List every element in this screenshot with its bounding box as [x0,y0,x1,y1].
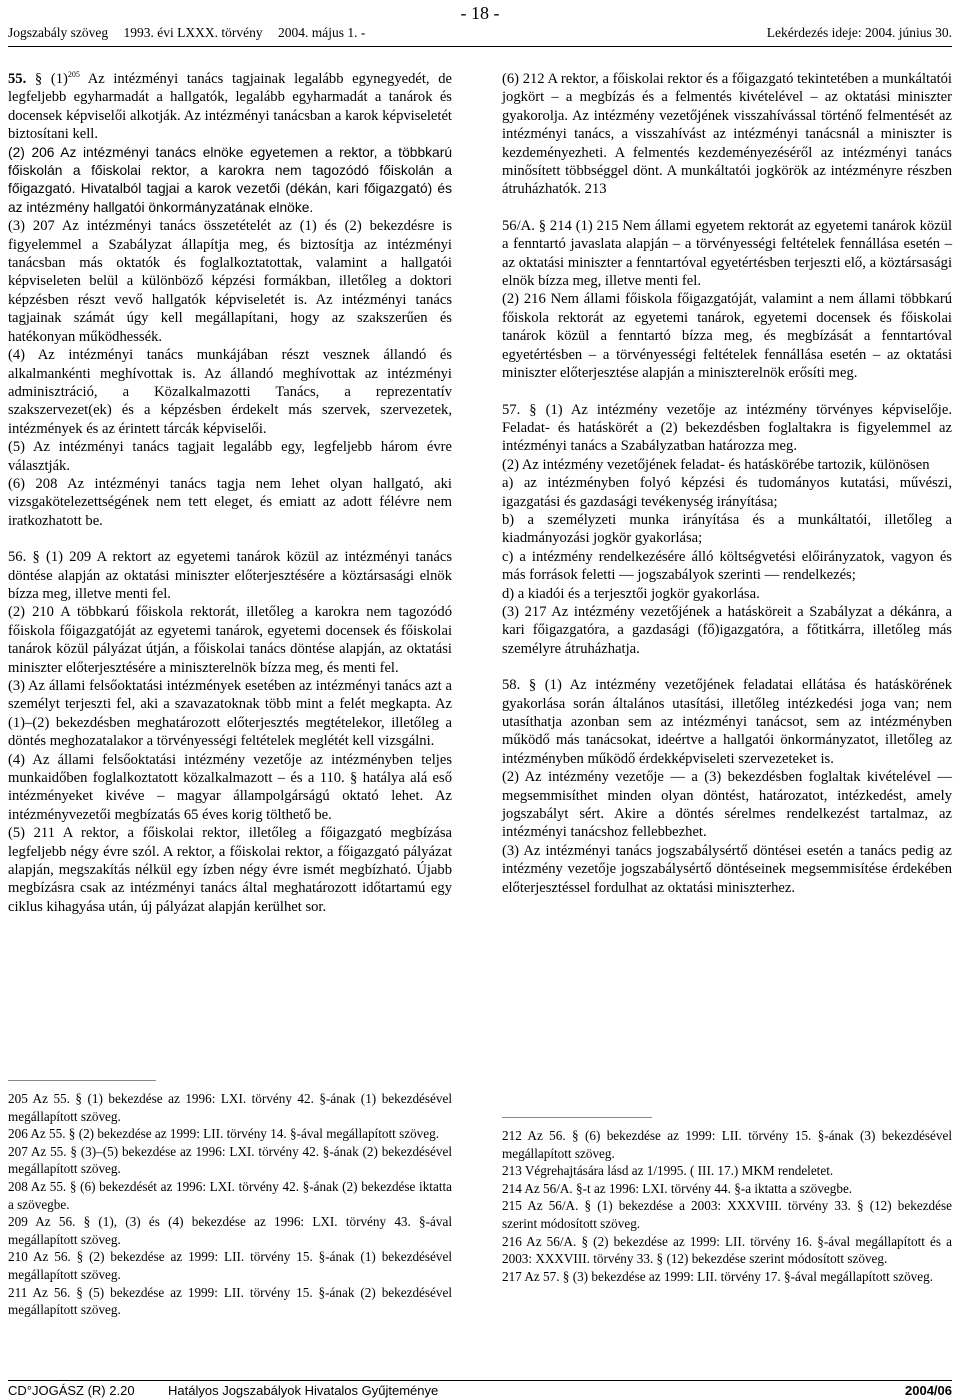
footnote-213: 213 Végrehajtására lásd az 1/1995. ( III. 17.) MKM rendeletet. [502,1163,834,1179]
footer-product: CD°JOGÁSZ (R) 2.20 [8,1383,135,1398]
header-law-name: 1993. évi LXXX. törvény [123,25,263,40]
para-55-3: (3) 207 Az intézményi tanács összetételét az (1) és (2) bekezdésre is figyelemmel a Szabályzat állapítja meg, és biztosítja az intézményi tanácsban más oktatók és foglalkoztatottak, valamint a hallgatói képviseleten belül a különböző képzési formákban, illetőleg a doktori képzésben részt vevő hallgatók képviseletét is. Az intézményi tanács tagjainak számát úgy kell megállapítani, hogy az szakszerűen és hatékonyan működhessék. [8,218,452,345]
footnote-205: 205 Az 55. § (1) bekezdése az 1996: LXI. törvény 42. §-ának (1) bekezdésével megállapított szöveg. [8,1091,452,1124]
header-effective-date: 2004. május 1. - [277,25,366,40]
page-number: - 18 - [460,3,500,23]
para-56-2: (2) 210 A többkarú főiskola rektorát, illetőleg a karokra nem tagozódó főiskola főigazgatóját az egyetemi tanárok, egyetemi docensek és főiskolai tanárok közül pályázat útján, a főiskolai tanács döntése alapján, az oktatási miniszter előterjesztésére a miniszterelnök bízza meg, és menti fel. [8,604,452,676]
para-57-2-d: d) a kiadói és a terjesztői jogkör gyakorlása. [502,585,760,602]
para-57-2-a: a) az intézményben folyó képzési és tudományos kutatási, művészi, igazgatási és gazdasági tevékenység irányítása; [502,475,952,510]
right-column [502,70,952,897]
para-57-3: (3) 217 Az intézmény vezetőjének a hatásköreit a Szabályzat a dékánra, a kari főigazgatóra, a gazdasági (fő)igazgatóra, a főtitkárra, illetőleg más személyre átruházhatja. [502,603,952,657]
footnote-214: 214 Az 56/A. §-t az 1996: LXI. törvény 44. §-a iktatta a szövegbe. [502,1180,853,1196]
header-doc-type: Jogszabály szöveg [8,25,109,40]
footnote-212: 212 Az 56. § (6) bekezdése az 1999: LII. törvény 15. §-ának (3) bekezdésével megállapított szöveg. [502,1128,952,1161]
footnote-217: 217 Az 57. § (3) bekezdése az 1999: LII. törvény 17. §-ával megállapított szöveg. [502,1268,934,1284]
footnotes-left [8,1090,452,1319]
para-56-3: (3) Az állami felsőoktatási intézmények esetében az intézményi tanács azt a személyt terjeszti fel, aki a szavazatoknak több mint a felét megkapta. Az (1)–(2) bekezdésben meghatározott előterjesztés megtételekor, illetőleg a döntés meghozatalakor a törvényességi feltételek meglétét kell vizsgálni. [8,678,452,750]
para-55-4: (4) Az intézményi tanács munkájában részt vesznek állandó és alkalmankénti meghívottak is. Az állandó meghívottak az intézményi adminisztráció, a Közalkalmazotti Tanács, a reprezentatív szakszervezet(ek) és a képzésben érdekelt más szervek, szervezetek, intézmények és az érintett tárcák képviselői. [8,347,452,437]
para-55-5: (5) Az intézményi tanács tagjait legalább egy, legfeljebb három évre választják. [8,439,452,474]
para-56a-1: 56/A. § 214 (1) 215 Nem állami egyetem rektorát az egyetemi tanárok közül a fenntartó javaslata alapján – a törvényességi feltételek fennállása esetén – az oktatási miniszter a fenntartóval egyetértésben terjeszti elő, a köztársasági elnök bízza meg, illetve menti fel. [502,217,952,290]
para-57-2: (2) Az intézmény vezetőjének feladat- és hatáskörébe tartozik, különösen [502,456,930,473]
footnote-207: 207 Az 55. § (3)–(5) bekezdése az 1996: LXI. törvény 42. §-ának (2) bekezdésével megállapított szöveg. [8,1143,452,1177]
footnote-216: 216 Az 56/A. § (2) bekezdése az 1999: LII. törvény 16. §-ával megállapított és a 2003: XXXVIII. törvény 33. § (12) bekezdése szerint módosított szöveg. [502,1233,952,1267]
para-57-1: 57. § (1) Az intézmény vezetője az intézmény törvényes képviselője. Feladat- és hatáskörét a (2) bekezdésben foglaltakra is figyelemmel az intézményi tanács a Szabályzatban határozza meg. [502,401,952,455]
para-58-1: 58. § (1) Az intézmény vezetőjének feladatai ellátása és hatáskörének gyakorlása során általános utasítási, illetőleg intézkedési joga van; nem utasíthatja azonban sem az intézményi tanácsot, sem az intézményben működő más tanácsokat, ideértve a hallgatói önkormányzatot, illetőleg az intézményben működő érdekképviseleti szervezeteket is. [502,677,952,767]
para-55-6: (6) 208 Az intézményi tanács tagja nem lehet olyan hallgató, aki vizsgakötelezettségének nem tett eleget, és emiatt az adott félévre nem iratkozhatott be. [8,475,452,529]
footnote-rule-right [502,1117,652,1118]
footnote-210: 210 Az 56. § (2) bekezdése az 1999: LII. törvény 15. §-ának (1) bekezdésével megállapított szöveg. [8,1249,452,1282]
footer-rule [8,1380,952,1381]
para-57-2-b: b) a személyzeti munka irányítása és a munkáltatói, illetőleg a kiadmányozási jogkör gyakorlása; [502,511,952,547]
footnote-208: 208 Az 55. § (6) bekezdését az 1996: LXI. törvény 42. §-ának (2) bekezdése iktatta a szövegbe. [8,1178,452,1212]
para-56-4: (4) Az állami felsőoktatási intézmény vezetője az intézményben teljes munkaidőben foglalkoztatott közalkalmazott – és a 110. § hatálya alá eső intézményeket kivéve – magyar állampolgárságú oktató lehet. Az intézményvezetői megbízatás 65 éves korig tölthető be. [8,751,452,823]
header-rule [8,46,952,47]
para-56-5: (5) 211 A rektor, a főiskolai rektor, illetőleg a főigazgató megbízása legfeljebb négy évre szól. A rektor, a főiskolai rektor, a főigazgató pályázat alapján, megszakítás nélkül egy ízben négy évre ismét megbízható. Újabb megbízásra csak az intézményi tanács által meghatározott időtartamú egy ciklus kihagyása után, új pályázat alapján kerülhet sor. [8,825,452,915]
para-56a-2: (2) 216 Nem állami főiskola főigazgatóját, valamint a nem állami többkarú főiskola rektorát az egyetemi tanárok, egyetemi docensek és főiskolai tanárok közül a fenntartó bízza meg, és megbízását a fenntartóval egyetértésben – a törvényességi feltételek fennállása esetén – az oktatási miniszter előterjesztése alapján a miniszterelnök erősíti meg. [502,291,952,382]
para-57-2-c: c) a intézmény rendelkezésére álló költségvetési előirányzatok, vagyon és más források feletti — jogszabályok szerinti — rendelkezés; [502,548,952,584]
para-56-1: 56. § (1) 209 A rektort az egyetemi tanárok közül az intézményi tanács döntése alapján az oktatási miniszter előterjesztésére a köztársasági elnök bízza meg, illetve menti fel. [8,549,452,602]
footnote-rule-left [8,1080,156,1081]
para-55-1: 55. § $(1)^{205}$ Az intézményi tanács tagjainak legalább egynegyedét, de legfeljebb egyharmadát a hallgatók, legalább egyharmadát a tanárok és docensek képviselői alkotják. Az intézményi tanácsban a karok képviseletét biztosítani kell. [8,70,452,143]
footnote-215: 215 Az 56/A. § (1) bekezdése a 2003: XXXVIII. törvény 33. § (12) bekezdése szerint módosított szöveg. [502,1198,952,1231]
footer-edition: 2004/06 [905,1383,952,1398]
footnotes-right [502,1127,952,1285]
para-58-2: (2) Az intézmény vezetője — a (3) bekezdésben foglaltak kivételével — megsemmisíthet minden olyan döntést, határozatot, intézkedést, amely jogszabályt sért. Akire a döntés sérelmes rendelkezést tartalmaz, az intézményi tanácshoz fellebbezhet. [502,769,952,841]
footnote-211: 211 Az 56. § (5) bekezdése az 1999: LII. törvény 15. §-ának (2) bekezdésével megállapított szöveg. [8,1284,452,1318]
page-header [8,25,952,41]
page-footer [8,1383,952,1398]
header-query-date: Lekérdezés ideje: 2004. június 30. [766,25,952,40]
para-56-6: (6) 212 A rektor, a főiskolai rektor és a főigazgató tekintetében a munkáltatói jogkört – a megbízás és a felmentés kivételével – az oktatási miniszter gyakorolja. Az intézmény vezetőjének visszahívással történő felmentését az intézményi tanács, a visszahívást az intézményi tanácsnál a miniszter is kezdeményezheti. A felmentés kezdeményezéséről az intézményi tanács minősített többséggel dönt. A munkáltatói jogkörök az intézményre részben átruházhatók. 213 [502,71,952,198]
footnote-209: 209 Az 56. § (1), (3) és (4) bekezdése az 1996: LXI. törvény 43. §-ával megállapított szöveg. [8,1214,452,1247]
left-column [8,70,452,916]
footer-collection: Hatályos Jogszabályok Hivatalos Gyűjteménye [168,1383,439,1398]
footnote-206: 206 Az 55. § (2) bekezdése az 1999: LII. törvény 14. §-ával megállapított szöveg. [8,1126,440,1142]
para-55-2: (2) 206 Az intézményi tanács elnöke egyetemen a rektor, a többkarú főiskolán a főiskolai rektor, a karokra nem tagozódó főiskolán a főigazgató. Hivatalból tagjai a karok vezetői (dékán, kari főigazgató) és az intézmény hallgatói önkormányzatának elnöke. [8,144,452,215]
para-58-3: (3) Az intézményi tanács jogszabálysértő döntései esetén a tanács pedig az intézmény vezetője jogszabálysértő döntéseinek megsemmisítése érdekében előterjesztéssel fordulhat az oktatási miniszterhez. [502,842,952,896]
